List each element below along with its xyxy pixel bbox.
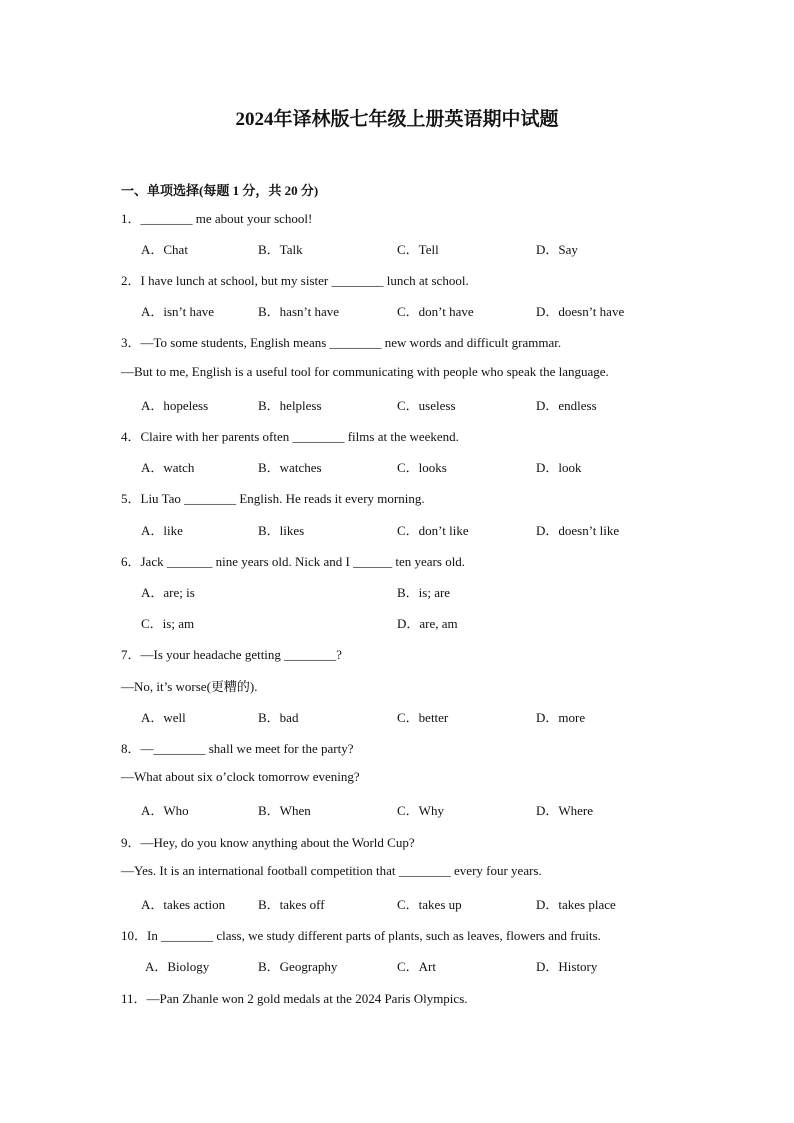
option-4a: A．watch <box>141 460 195 475</box>
option-4c: C．looks <box>397 460 447 475</box>
option-1c: C．Tell <box>397 242 439 257</box>
question-8: 8．—________ shall we meet for the party? <box>121 741 354 756</box>
option-10a: A．Biology <box>145 959 210 974</box>
option-2b: B．hasn’t have <box>258 304 339 319</box>
question-7-reply: —No, it’s worse(更糟的). <box>121 679 258 694</box>
question-7: 7．—Is your headache getting ________? <box>121 647 342 662</box>
question-3-reply: —But to me, English is a useful tool for communicating with people who speak the language. <box>121 364 609 379</box>
question-4: 4．Claire with her parents often ________ films at the weekend. <box>121 429 459 444</box>
option-6d: D．are, am <box>397 616 458 631</box>
option-7a: A．well <box>141 710 186 725</box>
option-3c: C．useless <box>397 398 456 413</box>
question-11: 11．—Pan Zhanle won 2 gold medals at the 2024 Paris Olympics. <box>121 991 468 1006</box>
option-7b: B．bad <box>258 710 299 725</box>
option-8c: C．Why <box>397 803 444 818</box>
option-4d: D．look <box>536 460 582 475</box>
option-10d: D．History <box>536 959 598 974</box>
option-7c: C．better <box>397 710 449 725</box>
option-9a: A．takes action <box>141 897 226 912</box>
question-6: 6．Jack _______ nine years old. Nick and I ______ ten years old. <box>121 554 466 569</box>
option-4b: B．watches <box>258 460 322 475</box>
option-9b: B．takes off <box>258 897 325 912</box>
question-3: 3．—To some students, English means ________ new words and difficult grammar. <box>121 335 562 350</box>
option-6b: B．is; are <box>397 585 451 600</box>
option-8a: A．Who <box>141 803 189 818</box>
option-2a: A．isn’t have <box>141 304 215 319</box>
option-9d: D．takes place <box>536 897 616 912</box>
option-3d: D．endless <box>536 398 597 413</box>
option-8d: D．Where <box>536 803 594 818</box>
page-title: 2024年译林版七年级上册英语期中试题 <box>235 109 559 130</box>
option-2d: D．doesn’t have <box>536 304 625 319</box>
option-2c: C．don’t have <box>397 304 474 319</box>
option-5d: D．doesn’t like <box>536 523 620 538</box>
option-3b: B．helpless <box>258 398 322 413</box>
option-10c: C．Art <box>397 959 437 974</box>
question-2: 2．I have lunch at school, but my sister ________ lunch at school. <box>121 273 469 288</box>
option-10b: B．Geography <box>258 959 338 974</box>
section-heading: 一、单项选择(每题 1 分，共 20 分) <box>121 183 319 198</box>
option-7d: D．more <box>536 710 586 725</box>
option-1d: D．Say <box>536 242 578 257</box>
option-8b: B．When <box>258 803 311 818</box>
question-5: 5．Liu Tao ________ English. He reads it every morning. <box>121 491 425 506</box>
option-1a: A．Chat <box>141 242 188 257</box>
option-3a: A．hopeless <box>141 398 209 413</box>
question-9: 9．—Hey, do you know anything about the World Cup? <box>121 835 415 850</box>
question-10: 10．In ________ class, we study different parts of plants, such as leaves, flowers and fruits. <box>121 928 601 943</box>
option-5c: C．don’t like <box>397 523 469 538</box>
option-5a: A．like <box>141 523 183 538</box>
option-5b: B．likes <box>258 523 305 538</box>
question-1: 1．________ me about your school! <box>121 211 313 226</box>
question-8-reply: —What about six o’clock tomorrow evening? <box>121 769 360 784</box>
option-6c: C．is; am <box>141 616 195 631</box>
question-9-reply: —Yes. It is an international football competition that ________ every four years. <box>121 863 542 878</box>
option-1b: B．Talk <box>258 242 303 257</box>
option-6a: A．are; is <box>141 585 195 600</box>
option-9c: C．takes up <box>397 897 462 912</box>
